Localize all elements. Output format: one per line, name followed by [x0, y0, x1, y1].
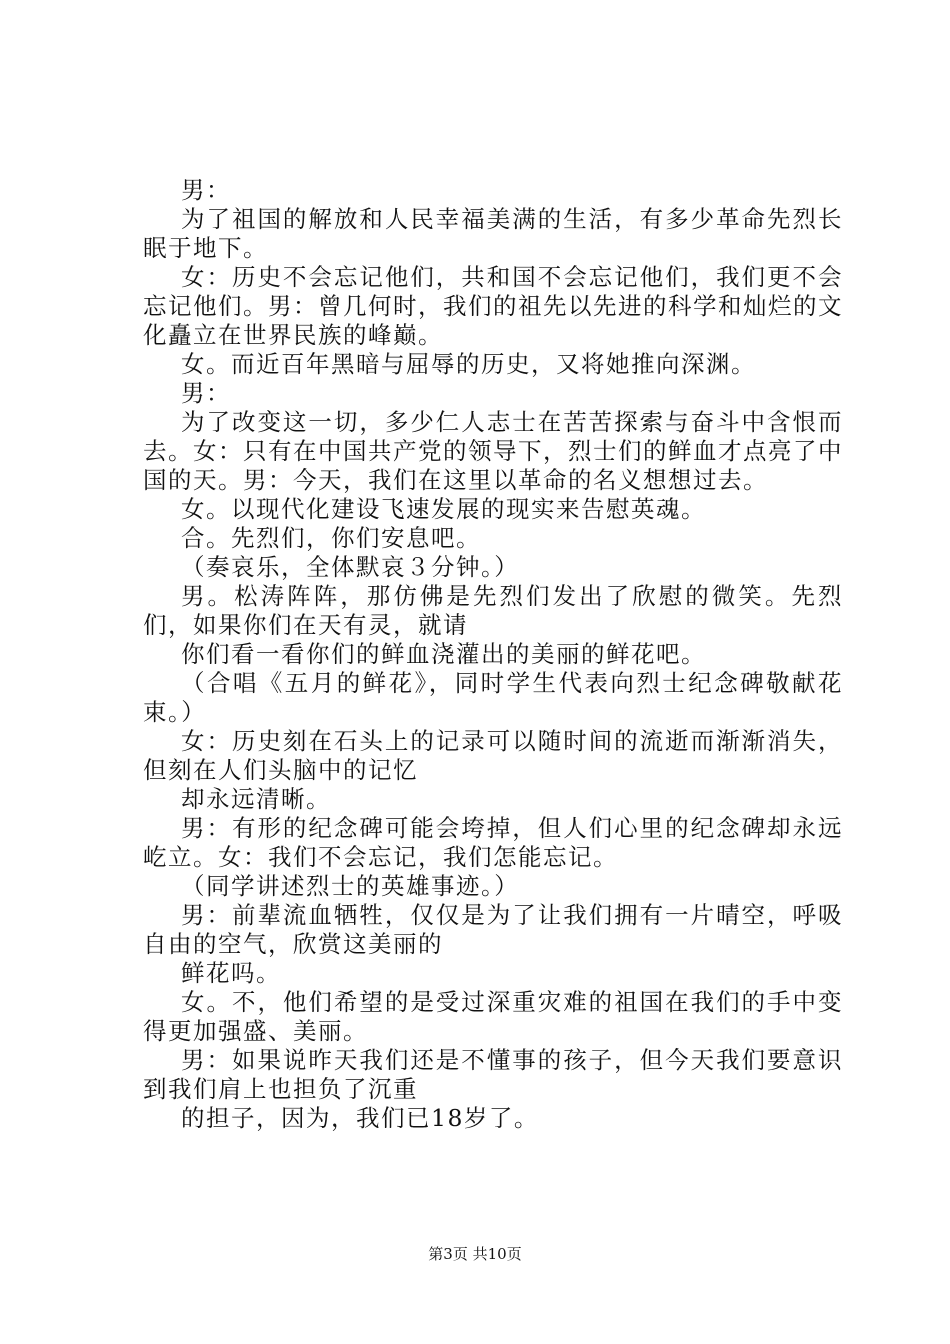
paragraph: （同学讲述烈士的英雄事迹。） — [181, 872, 520, 900]
paragraph: 的担子，因为，我们已18岁了。 — [181, 1104, 539, 1132]
paragraph: 男。松涛阵阵，那仿佛是先烈们发出了欣慰的微笑。先烈们，如果你们在天有灵，就请 — [143, 582, 843, 639]
paragraph: 男：有形的纪念碑可能会垮掉，但人们心里的纪念碑却永远屹立。女：我们不会忘记，我们怎能忘记。 — [143, 814, 843, 871]
paragraph: 你们看一看你们的鲜血浇灌出的美丽的鲜花吧。 — [181, 640, 706, 668]
paragraph: 女：历史刻在石头上的记录可以随时间的流逝而渐渐消失，但刻在人们头脑中的记忆 — [143, 727, 843, 784]
paragraph: 女。而近百年黑暗与屈辱的历史，又将她推向深渊。 — [181, 350, 756, 378]
paragraph: 男： — [181, 176, 231, 204]
paragraph: 为了改变这一切，多少仁人志士在苦苦探索与奋斗中含恨而去。女：只有在中国共产党的领导下，烈士们的鲜血才点亮了中国的天。男：今天，我们在这里以革命的名义想想过去。 — [143, 408, 843, 494]
paragraph: 女。以现代化建设飞速发展的现实来告慰英魂。 — [181, 495, 706, 523]
paragraph: （奏哀乐，全体默哀３分钟。） — [181, 553, 520, 581]
paragraph: 男：如果说昨天我们还是不懂事的孩子，但今天我们要意识到我们肩上也担负了沉重 — [143, 1046, 843, 1103]
paragraph: 男： — [181, 379, 231, 407]
paragraph: 合。先烈们，你们安息吧。 — [181, 524, 481, 552]
page-number-footer: 第3页 共10页 — [428, 1245, 522, 1263]
document-body — [143, 176, 843, 1133]
paragraph: 男：前辈流血牺牲，仅仅是为了让我们拥有一片晴空，呼吸自由的空气，欣赏这美丽的 — [143, 901, 843, 958]
paragraph: 却永远清晰。 — [181, 785, 331, 813]
paragraph: （合唱《五月的鲜花》，同时学生代表向烈士纪念碑敬献花束。） — [143, 669, 843, 726]
paragraph: 鲜花吗。 — [181, 959, 281, 987]
paragraph: 女：历史不会忘记他们，共和国不会忘记他们，我们更不会忘记他们。男：曾几何时，我们的祖先以先进的科学和灿烂的文化矗立在世界民族的峰巅。 — [143, 263, 843, 349]
paragraph: 为了祖国的解放和人民幸福美满的生活，有多少革命先烈长眠于地下。 — [143, 205, 843, 262]
paragraph: 女。不，他们希望的是受过深重灾难的祖国在我们的手中变得更加强盛、美丽。 — [143, 988, 843, 1045]
